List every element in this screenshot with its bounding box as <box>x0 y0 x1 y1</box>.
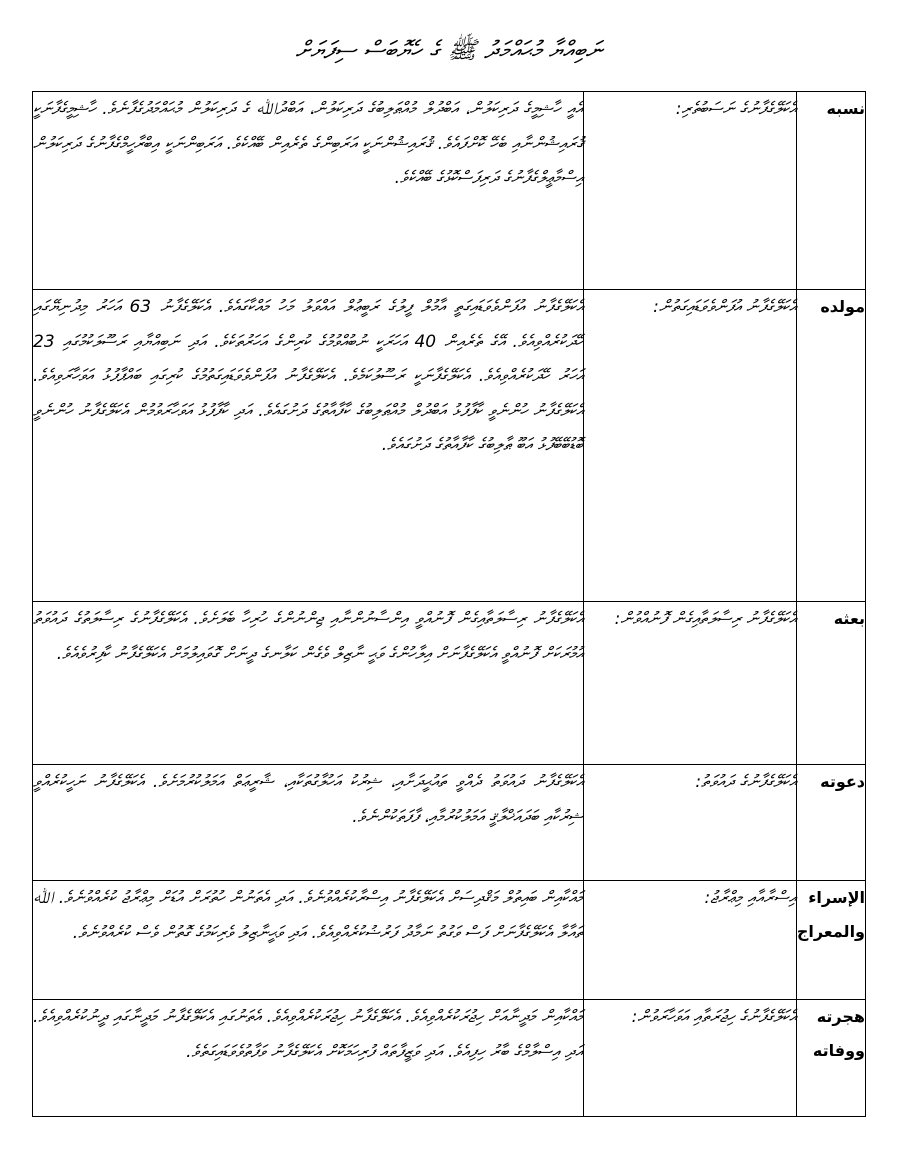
row-dhivehi-heading: އެކަލޭގެފާނު އުފަންވެވަޑައިގަތުން: <box>584 290 797 602</box>
row-arabic-heading: الإسراء والمعراج <box>797 881 866 1000</box>
table-row-nasab <box>33 92 866 290</box>
row-body-text: އެކަލޭގެފާނު ރިސާލަތާއިގެން ފޮނުއްވީ އިންސާނުންނާއި ޖިންނުންގެ ހުރިހާ ބެލަށެވެ. އެކަލޭގެފާނުގެ ރިސާލަތުގެ ދައުވަތު އުމުރަކަށް ފޮނުއްވީ އެކަލޭގެފާނަށް އިލާހުންގެ ވަޙީ ނާޒިލް ވެގެން ކަލާނގެ ދީނަށް ގޮވައިލުމަށް އެކަލޭގެފާނު ކާފިރުވެއެވެ. <box>33 602 584 765</box>
row-arabic-heading: مولده <box>797 290 866 602</box>
table-row-hijra-wafat <box>33 1000 866 1117</box>
row-arabic-heading: بعثه <box>797 602 866 765</box>
row-dhivehi-heading: އެކަލޭގެފާނުގެ ހިޖުރަތާއި އަވަހާރަވުން: <box>584 1000 797 1117</box>
row-dhivehi-heading: އެކަލޭގެފާނުގެ ދައުވަތު: <box>584 765 797 881</box>
row-dhivehi-heading: އިސްރާއާއި މިޢްރާޖު: <box>584 881 797 1000</box>
row-body-text: މައްކާއިން ބައިތުލް މަޤްދިސަށް އެކަލޭގެފާނު އިސްރާކުރެއްވުނެވެ. އަދި އެތަނުން ހުތުރަށް އުޑަށް މިޢްރާޖު ކުރެއްވުނެވެ. ﷲ ތައާލާ އެކަލޭގެފާނަށް ފަސް ވަގުތު ނަމާދު ފަރުޟުކުރެއްވިއެވެ. އަދި ވަޙީނާޒިލު ވެރިކަމުގެ ގޮތުން ވެސް ކުރެއްވުނެވެ. <box>33 881 584 1000</box>
table-row-dawah <box>33 765 866 881</box>
row-arabic-heading: نسبه <box>797 92 866 290</box>
row-arabic-heading: هجرته ووفاته <box>797 1000 866 1117</box>
content-table <box>32 91 866 1117</box>
row-body-text: އެއީ ހާޝިމީގެ ދަރިކަލުން، އަބްދުލް މުއްޠަލިބުގެ ދަރިކަލުން، އަބްދުﷲ ގެ ދަރިކަލުން މުޙައްމަދުގެފާނެވެ. ހާޝިމީގެފާނަކީ ޤުރައިޝުންނާއި ބެހޭ ކޮށްފައެވެ. ޤުރައިޝުންނަކީ އަރަބިންގެ ތެރެއިން ބޭއްކެވެ. އަރަބިންނަކީ އިބްރާހީމްގެފާނުގެ ދަރިކަލުން އިސްމާޢީލްގެފާނުގެ ދަރިފަސްކޮޅުގެ ބޭއްކެވެ. <box>33 92 584 290</box>
document-title: ނަބިއްޔާ މުޙައްމަދު ﷺ ގެ ހެޔޮބަސް ސިފަޔަށް <box>295 36 603 64</box>
row-arabic-heading: دعوته <box>797 765 866 881</box>
row-body-text: އެކަލޭގެފާނު ދައުވަތު ދެއްވީ ތައުޙީދަށާއި، ޝިރުކު އަހުލާގުތަކާއި، ޝާރީޢަތް އަމަލުކުރުމަށެވެ. އެކަލޭގެފާނު ނަހީކުރެއްވީ ޝިރުކާއި ބަދައަޚްލާޤީ އަމަލުކުރުމާއި، ފާފަތަކުންނެވެ. <box>33 765 584 881</box>
table-row-isra-miraj <box>33 881 866 1000</box>
table-row-mawlid <box>33 290 866 602</box>
row-body-text: މައްކާއިން މަދީނާއަށް ހިޖުރަކުރެއްވިއެވެ. އެކަލޭގެފާނު ހިޖުރަކުރެއްވިއެވެ. އެތަނުގައި އެކަލޭގެފާނު މަދީނާގައި ދީނުކުރެއްވިއެވެ. އަދި އިސްލާމްގެ ބާރު ހިފިއެވެ. އަދި ވަޒީފާތައް ފުރިހަމަކޮށް އެކަލޭގެފާނު ވަފާތުވެވަޑައިގަތެވެ. <box>33 1000 584 1117</box>
table-row-bitha <box>33 602 866 765</box>
row-dhivehi-heading: އެކަލޭގެފާނުގެ ނަސަބުތެރި: <box>584 92 797 290</box>
row-dhivehi-heading: އެކަލޭގެފާނު ރިސާލަތާއިގެން ފޮނުއްވުން: <box>584 602 797 765</box>
row-body-text: އެކަލޭގެފާނު އުފަންވެވަޑައިގަތީ އާމުލް ފީލުގެ ރަބީޢުލް އައްވަލު މަހު މައްކާގައެވެ. އެކަލޭގެފާނު 63 އަހަރު މިދުނިޔޭގައި ހޭދަކުރެއްވިއެވެ. އޭގެ ތެރެއިން 40 އަހަރަކީ ނުބުއްވުމުގެ ކުރިންގެ އަހަރުތަކެވެ. އަދި ނަބިއްޔާއި ރަސޫލަކުމުގައި 23 އަހަރު ހޭދަކުރެއްވިއެވެ. އެކަލޭގެފާނަކީ ރަސޫލުކަމެވެ. އެކަލޭގެފާނު އުފަންވެވަޑައިގަތުމުގެ ކުރިގައި ބައްޕާފުޅު އަވަހާރަވިއެވެ. އެކަލޭގެފާނު ހުންނެވީ ކާފާފުޅު އަބްދުލް މުއްޠަލިބުގެ ކާފާއާތުގެ ދަށުގައެވެ. އަދި ކާފާފުޅު އަވަހާރަވުމުން އެކަލޭގެފާނު ހުންނެވީ ބޮޑުބޭބޭފުޅު އަބޫ ޠާލިބުގެ ކާފާއާތުގެ ދަށުގައެވެ. <box>33 290 584 602</box>
